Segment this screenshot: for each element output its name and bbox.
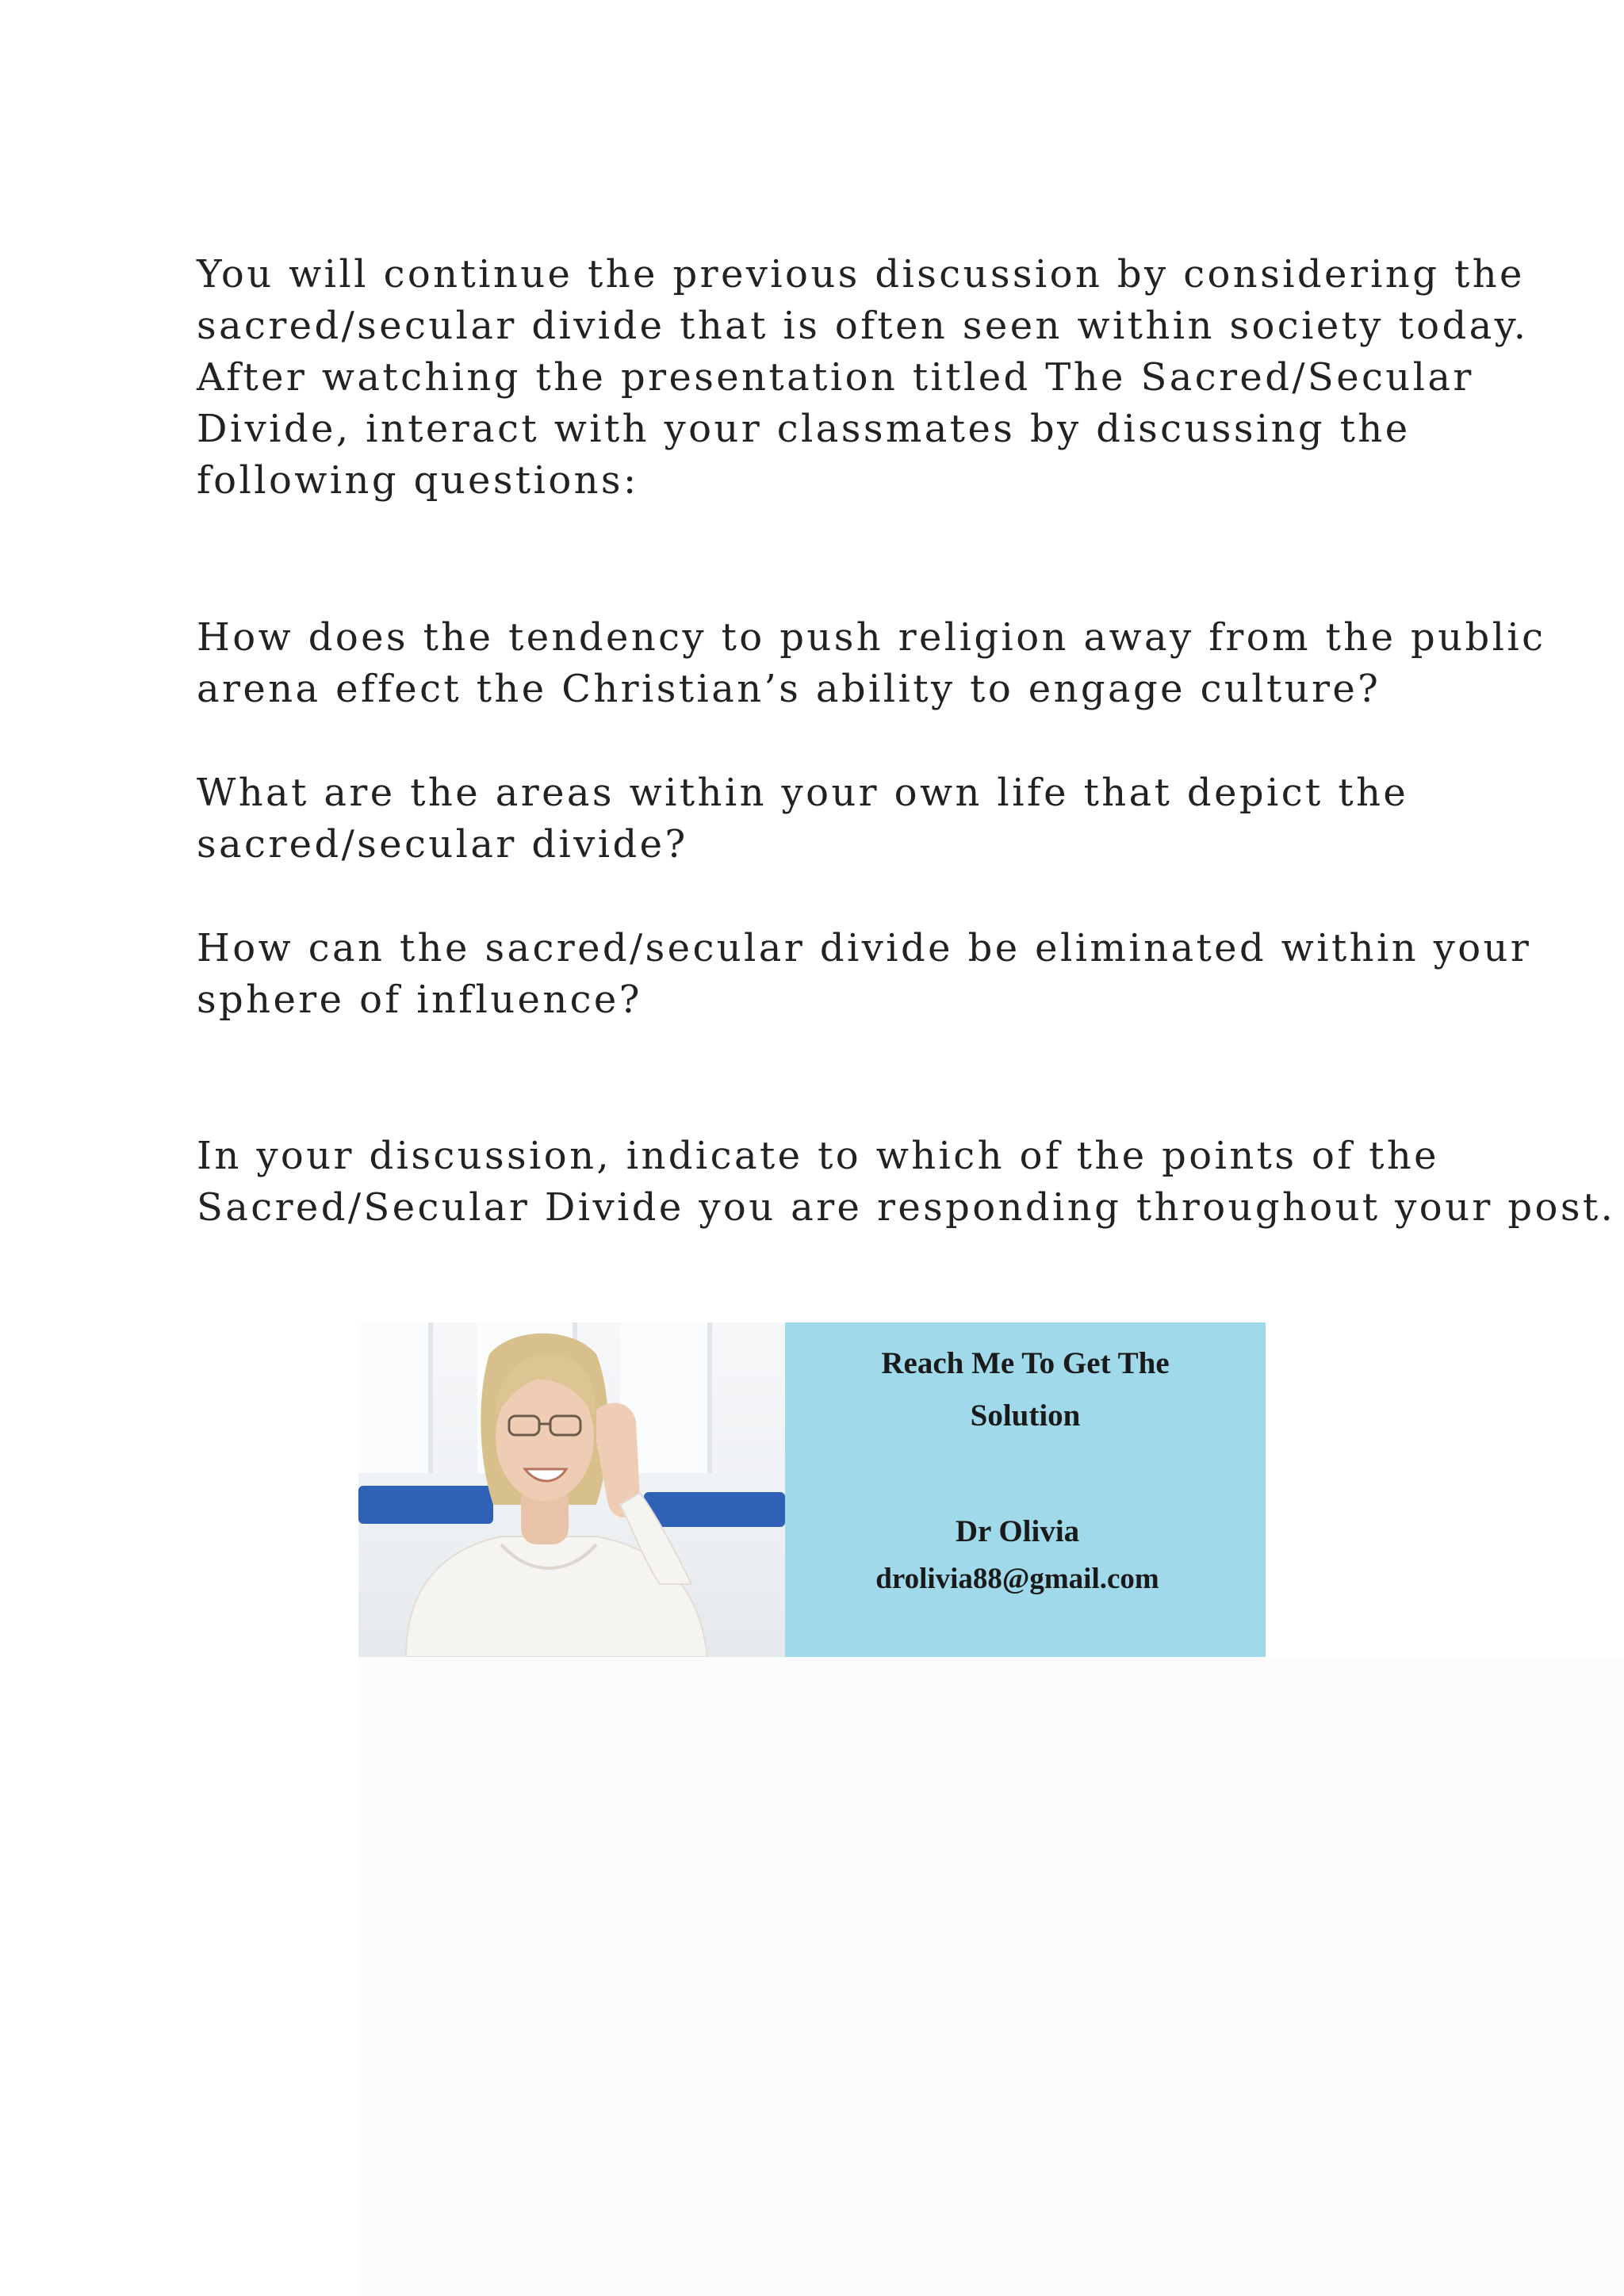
question-2 — [197, 767, 1465, 871]
contact-banner — [358, 1322, 1266, 1657]
text-line: How does the tendency to push religion away from the public — [197, 615, 1546, 660]
page-shade — [358, 1657, 1624, 2296]
text-line: sphere of influence? — [197, 978, 642, 1022]
contact-name: Dr Olivia — [955, 1514, 1080, 1548]
text-line: Sacred/Secular Divide you are responding throughout your post. — [197, 1185, 1616, 1230]
text-line: You will continue the previous discussion by considering the — [197, 252, 1525, 297]
text-line: following questions: — [197, 458, 639, 503]
woman-figure — [358, 1322, 785, 1657]
text-line: sacred/secular divide that is often seen within society today. — [197, 304, 1529, 348]
ad-headline-2: Solution — [970, 1399, 1081, 1433]
text-line: Divide, interact with your classmates by discussing the — [197, 407, 1411, 451]
contact-panel — [785, 1322, 1266, 1657]
contact-email: drolivia88@gmail.com — [875, 1563, 1159, 1595]
text-line: How can the sacred/secular divide be eliminated within your — [197, 926, 1532, 970]
text-line: arena effect the Christian’s ability to engage culture? — [197, 667, 1381, 711]
intro-paragraph — [197, 249, 1529, 507]
text-line: After watching the presentation titled The Sacred/Secular — [197, 355, 1474, 400]
closing-paragraph — [197, 1131, 1616, 1234]
woman-photo — [358, 1322, 785, 1657]
text-line: In your discussion, indicate to which of the points of the — [197, 1134, 1439, 1178]
question-1 — [197, 612, 1546, 715]
text-line: What are the areas within your own life that depict the — [197, 771, 1409, 815]
ad-headline: Reach Me To Get The — [881, 1346, 1170, 1380]
question-3 — [197, 923, 1532, 1026]
text-line: sacred/secular divide? — [197, 822, 688, 867]
